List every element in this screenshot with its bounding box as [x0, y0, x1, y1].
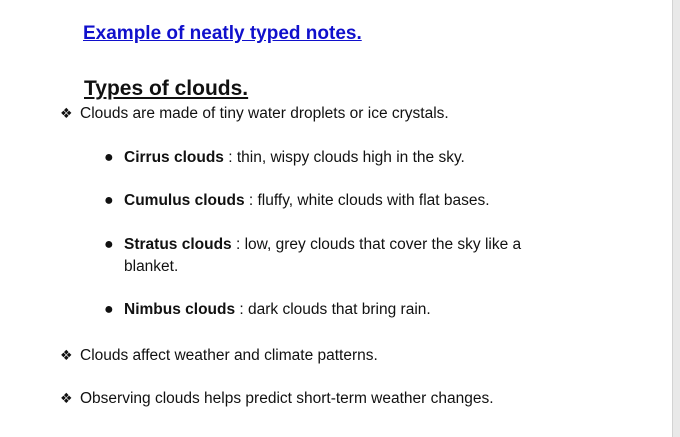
- cloud-type-item: [104, 190, 564, 212]
- cloud-type-term: Nimbus clouds: [124, 301, 236, 318]
- round-bullet-icon: ●: [104, 149, 114, 166]
- cloud-type-item: [104, 234, 564, 278]
- list-item-point: [60, 387, 494, 410]
- cloud-type-item: [104, 299, 564, 321]
- section-heading: Types of clouds.: [84, 77, 249, 100]
- list-item-text: Clouds are made of tiny water droplets or ice crystals.: [80, 105, 449, 122]
- cloud-type-term: Cumulus clouds: [124, 192, 245, 209]
- cloud-type-item: [104, 147, 564, 169]
- cloud-type-description: : dark clouds that bring rain.: [235, 301, 431, 318]
- diamond-bullet-icon: ❖: [60, 347, 73, 363]
- cloud-type-description: : thin, wispy clouds high in the sky.: [223, 149, 465, 166]
- vertical-scrollbar[interactable]: [672, 0, 680, 437]
- list-item-intro: [60, 102, 449, 125]
- diamond-bullet-icon: ❖: [60, 390, 73, 406]
- list-item-text: Clouds affect weather and climate patterns.: [80, 347, 378, 364]
- round-bullet-icon: ●: [104, 236, 114, 253]
- diamond-bullet-icon: ❖: [60, 105, 73, 121]
- cloud-type-description: : low, grey clouds that cover the sky like a blanket.: [124, 236, 522, 275]
- list-item-text: Observing clouds helps predict short-term weather changes.: [80, 390, 494, 407]
- cloud-type-description: : fluffy, white clouds with flat bases.: [244, 192, 490, 209]
- round-bullet-icon: ●: [104, 301, 114, 318]
- round-bullet-icon: ●: [104, 192, 114, 209]
- cloud-type-term: Cirrus clouds: [124, 149, 224, 166]
- list-item-point: [60, 344, 378, 367]
- document-title: Example of neatly typed notes.: [83, 23, 362, 44]
- cloud-type-term: Stratus clouds: [124, 236, 232, 253]
